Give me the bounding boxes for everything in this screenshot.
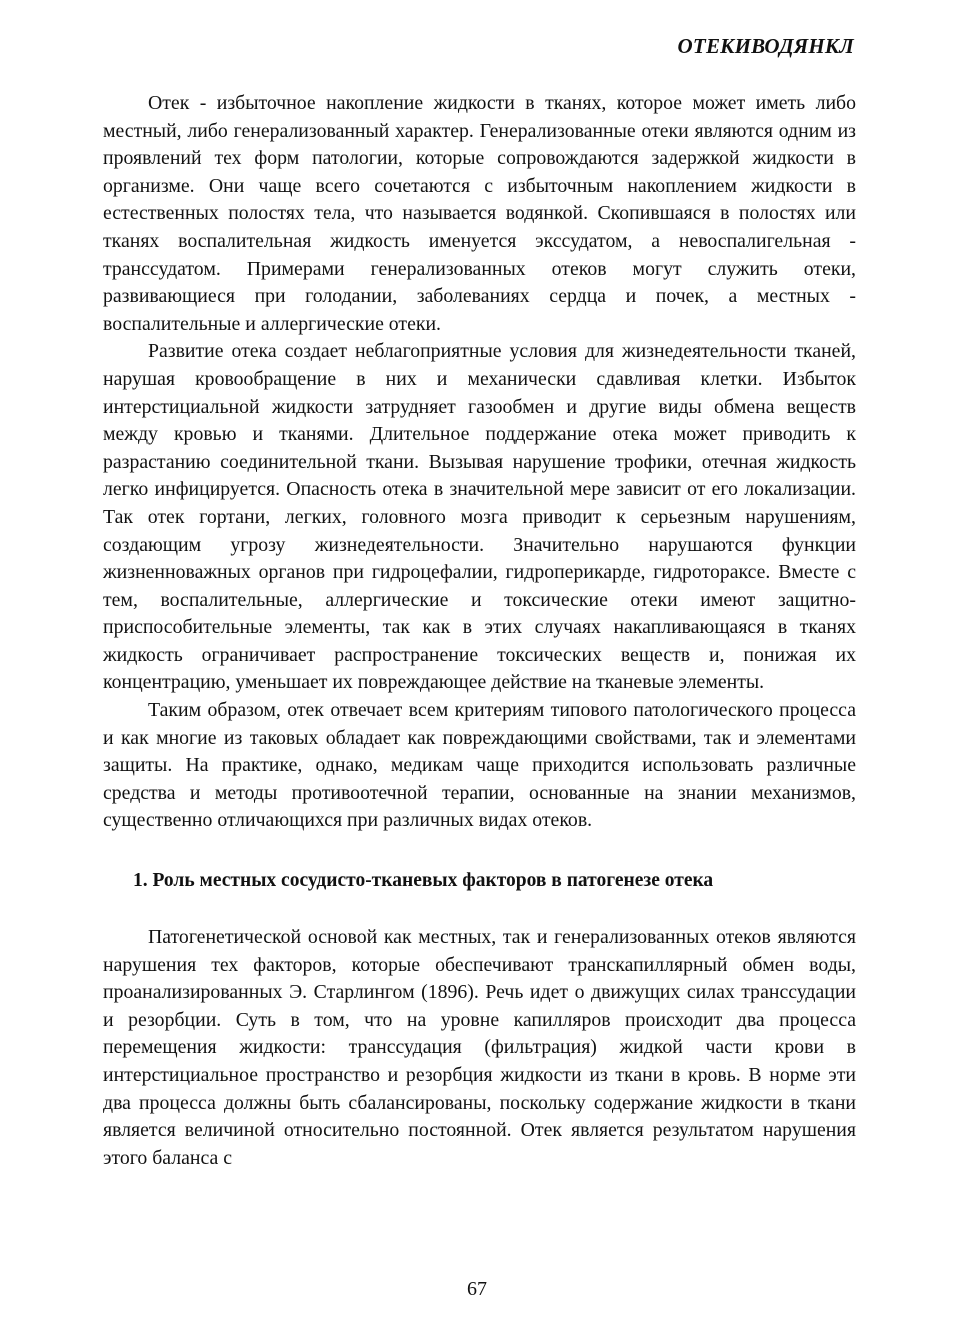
body-paragraph: Развитие отека создает неблагоприятные условия для жизнедеятельности тканей, нарушая кровообращение в них и механически сдавливая клетки. Избыток интерстициальной жидкости затрудняет газообмен и другие виды обмена веществ между кровью и тканями. Длительное поддержание отека может приводить к разрастанию соединительной ткани. Вызывая нарушение трофики, отечная жидкость легко инфицируется. Опасность отека в значительной мере зависит от его локализации. Так отек гортани, легких, головного мозга приводит к серьезным нарушениям, создающим угрозу жизнедеятельности. Значительно нарушаются функции жизненноважных органов при гидроцефалии, гидроперикарде, гидротораксе. Вместе с тем, воспалительные, аллергические и токсические отеки имеют защитно-приспособительные элементы, так как в этих случаях накапливающаяся в тканях жидкость ограничивает распространение токсических веществ и, понижая их концентрацию, уменьшает их повреждающее действие на тканевые элементы. [103,340,856,694]
page-body [103,90,856,1172]
body-paragraph: Отек - избыточное накопление жидкости в тканях, которое может иметь либо местный, либо генерализованный характер. Генерализованные отеки являются одним из проявлений тех форм патологии, которые сопровождаются задержкой жидкости в организме. Они чаще всего сочетаются с избыточным накоплением жидкости в естественных полостях тела, что называется водянкой. Скопившаяся в полостях или тканях воспалительная жидкость именуется экссудатом, а невоспалигельная - транссудатом. Примерами генерализованных отеков могут служить отеки, развивающиеся при голодании, заболеваниях сердца и почек, а местных - воспалительные и аллергические отеки. [103,92,856,335]
section-paragraph: Патогенетической основой как местных, так и генерализованных отеков являются нарушения тех факторов, которые обеспечивают транскапиллярный обмен воды, проанализированных Э. Старлингом (1896). Речь идет о движущих силах транссудации и резорбции. Суть в том, что на уровне капилляров происходит два процесса перемещения жидкости: транссудация (фильтрация) жидкой части крови в интерстициальное пространство и резорбция жидкости из ткани в кровь. В норме эти два процесса должны быть сбалансированы, поскольку содержание жидкости в ткани является величиной относительно постоянной. Отек является результатом нарушения этого баланса с [103,926,856,1169]
page-number: 67 [467,1278,487,1300]
body-paragraph: Таким образом, отек отвечает всем критериям типового патологического процесса и как многие из таковых обладает как повреждающими свойствами, так и элементами защиты. На практике, однако, медикам чаще приходится использовать различные средства и методы противоотечной терапии, основанные на знании механизмов, существенно отличающихся при различных видах отеков. [103,699,856,832]
section-heading: 1. Роль местных сосудисто-тканевых факторов в патогенезе отека [133,870,714,892]
running-head-title: ОТЕКИВОДЯНКЛ [677,34,854,58]
